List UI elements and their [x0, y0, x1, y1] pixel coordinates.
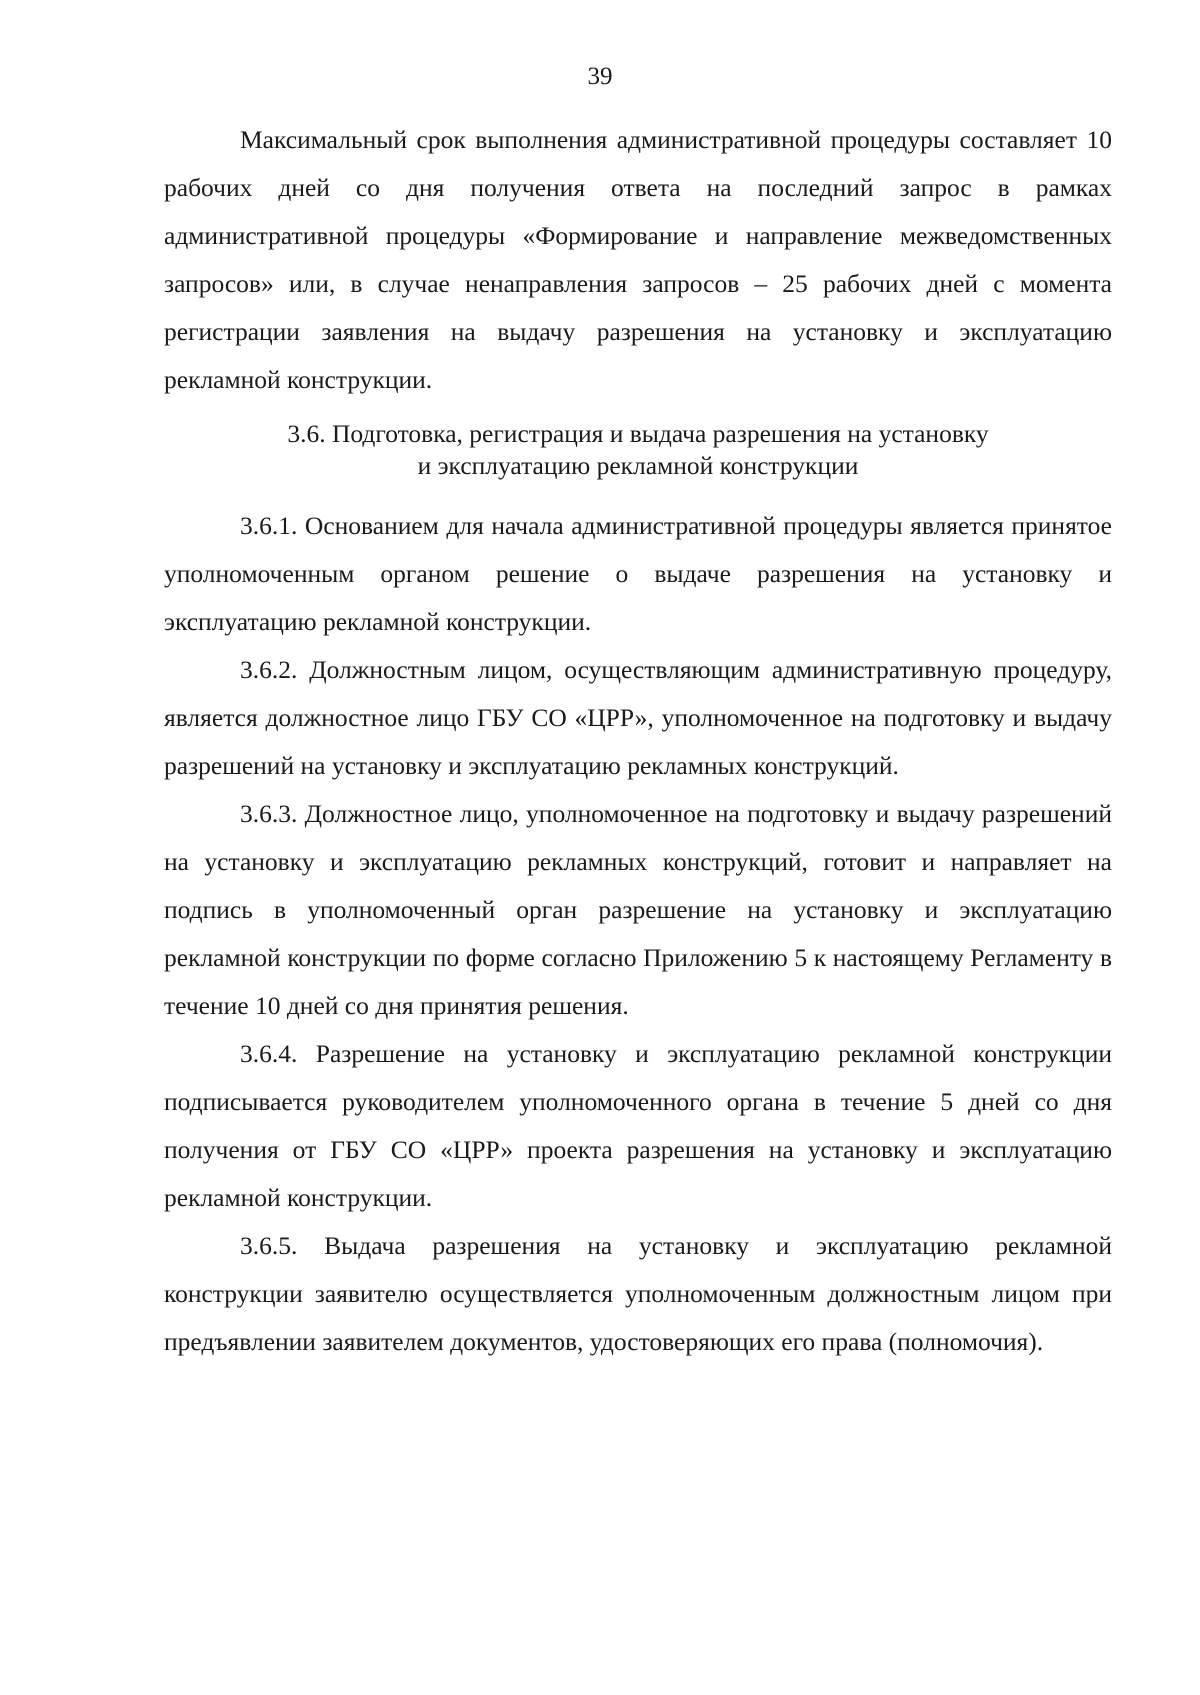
paragraph-3-6-5: 3.6.5. Выдача разрешения на установку и эксплуатацию рекламной конструкции заявителю осуществляется уполномоченным должностным лицом при предъявлении заявителем документов, удостоверяющих его права (полномочия). — [164, 1231, 1112, 1356]
paragraph-3-6-4: 3.6.4. Разрешение на установку и эксплуатацию рекламной конструкции подписывается руководителем уполномоченного органа в течение 5 дней со дня получения от ГБУ СО «ЦРР» проекта разрешения на установку и эксплуатацию рекламной конструкции. — [164, 1039, 1112, 1212]
paragraph-3-6-3: 3.6.3. Должностное лицо, уполномоченное на подготовку и выдачу разрешений на установку и эксплуатацию рекламных конструкций, готовит и направляет на подпись в уполномоченный орган разрешение на установку и эксплуатацию рекламной конструкции по форме согласно Приложению 5 к настоящему Регламенту в течение 10 дней со дня принятия решения. — [164, 799, 1112, 1020]
intro-paragraph: Максимальный срок выполнения административной процедуры составляет 10 рабочих дней со дня получения ответа на последний запрос в рамках административной процедуры «Формирование и направление межведомственных запросов» или, в случае ненаправления запросов – 25 рабочих дней с момента регистрации заявления на выдачу разрешения на установку и эксплуатацию рекламной конструкции. — [164, 125, 1112, 394]
paragraph-3-6-1: 3.6.1. Основанием для начала административной процедуры является принятое уполномоченным органом решение о выдаче разрешения на установку и эксплуатацию рекламной конструкции. — [164, 511, 1112, 636]
paragraph-3-6-2: 3.6.2. Должностным лицом, осуществляющим административную процедуру, является должностное лицо ГБУ СО «ЦРР», уполномоченное на подготовку и выдачу разрешений на установку и эксплуатацию рекламных конструкций. — [164, 655, 1112, 780]
spacer — [164, 482, 1112, 502]
section-heading — [164, 418, 1112, 482]
document-body — [164, 116, 1112, 1366]
page-number: 39 — [587, 63, 613, 90]
section-heading-line-2: и эксплуатацию рекламной конструкции — [417, 451, 859, 480]
section-heading-line-1: 3.6. Подготовка, регистрация и выдача разрешения на установку — [287, 419, 989, 448]
